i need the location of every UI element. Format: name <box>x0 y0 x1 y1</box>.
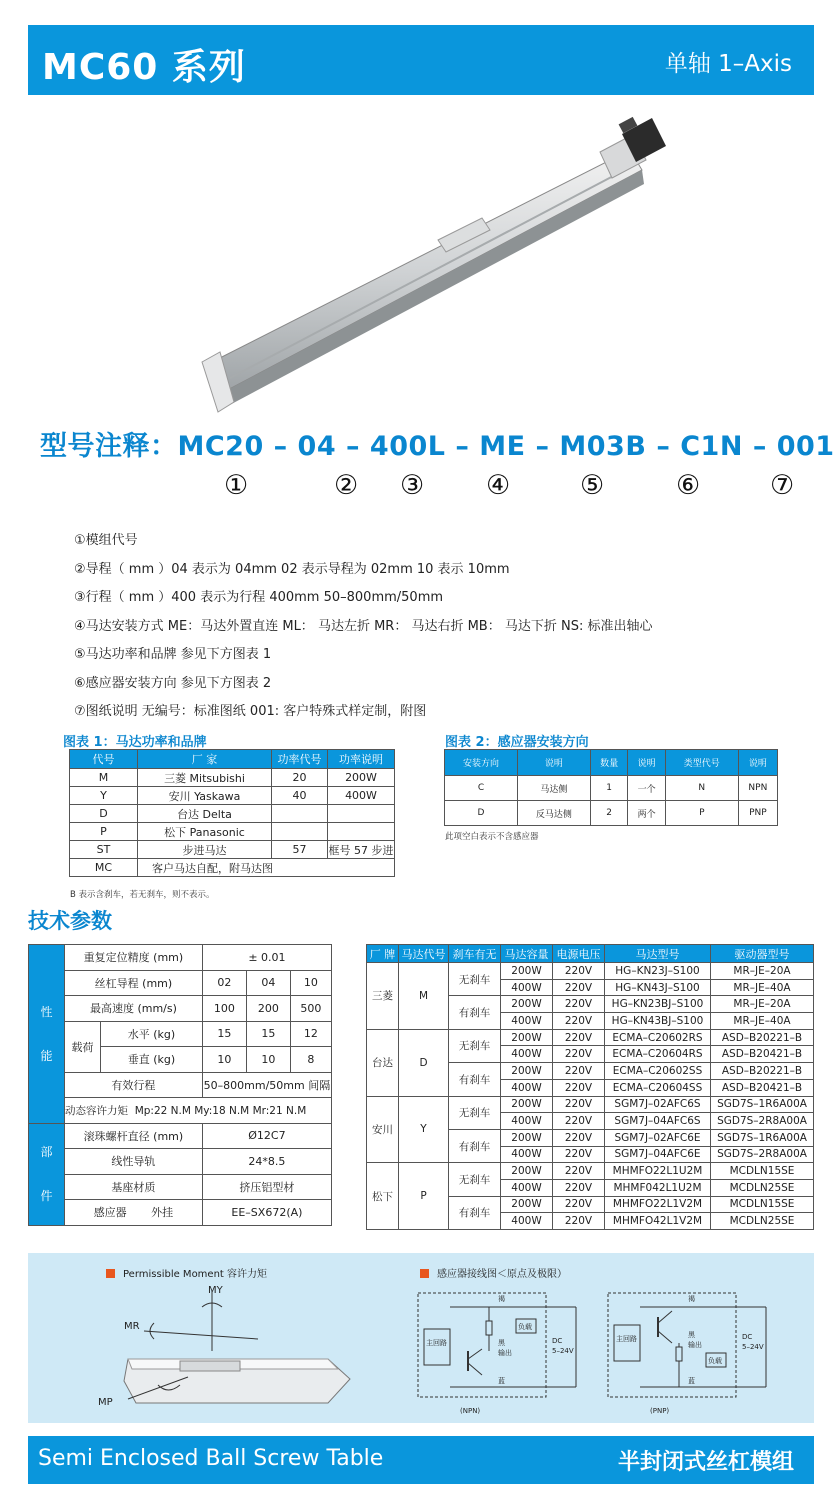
cell: 有刹车 <box>449 1196 501 1229</box>
cell: MR–JE–20A <box>711 963 814 980</box>
param-label: 水平 (kg) <box>101 1021 203 1047</box>
param-label: 载荷 <box>65 1021 101 1072</box>
cell: 台达 <box>367 1029 399 1096</box>
cell: 客户马达自配，附马达图 <box>138 859 395 877</box>
axis-subtitle: 单轴 1–Axis <box>664 51 792 77</box>
note-item: ④马达安装方式 ME：马达外置直连 ML： 马达左折 MR： 马达右折 MB： 马达下折 NS: 标准出轴心 <box>74 618 653 634</box>
cell: P <box>70 823 138 841</box>
param-value: 10 <box>246 1047 290 1073</box>
cell: M <box>399 963 449 1030</box>
cell: 两个 <box>628 801 665 826</box>
sensor-direction-table <box>444 749 778 826</box>
cell: MR–JE–40A <box>711 979 814 996</box>
param-label: 重复定位精度 (mm) <box>65 945 203 971</box>
cell <box>328 823 395 841</box>
cell: ECMA–C20602RS <box>605 1029 711 1046</box>
marker-5: ⑤ <box>580 470 605 501</box>
param-value: 8 <box>290 1047 331 1073</box>
brown-label: 褐 <box>498 1295 505 1303</box>
legend-square-icon <box>420 1269 429 1278</box>
cell: 无刹车 <box>449 1029 501 1062</box>
motor-brand-table <box>69 749 395 877</box>
moment-row <box>65 1098 332 1124</box>
table-row <box>445 776 778 801</box>
cell: 有刹车 <box>449 1129 501 1162</box>
cell: MCDLN25SE <box>711 1213 814 1230</box>
param-label: 垂直 (kg) <box>101 1047 203 1073</box>
cell: 200W <box>501 1163 553 1180</box>
cell: 一个 <box>628 776 665 801</box>
cell: 220V <box>553 1029 605 1046</box>
cell: 220V <box>553 1129 605 1146</box>
blue-label: 蓝 <box>498 1377 505 1385</box>
note-item: ⑦图纸说明 无编号：标准图纸 001: 客户特殊式样定制，附图 <box>74 704 427 719</box>
cell: 安川 Yaskawa <box>138 787 272 805</box>
param-label: 感应器 外挂 <box>65 1200 203 1226</box>
cell: P <box>399 1163 449 1230</box>
marker-2: ② <box>334 470 359 501</box>
moment-legend <box>106 1265 267 1280</box>
cell: M <box>70 769 138 787</box>
voltage-label: 5–24V <box>742 1343 764 1351</box>
my-label: MY <box>208 1285 223 1296</box>
cell: SGD7S–2R8A00A <box>711 1146 814 1163</box>
footer-chinese-title: 半封闭式丝杠模组 <box>617 1450 794 1475</box>
note-item: ②导程（ mm ）04 表示为 04mm 02 表示导程为 02mm 10 表示 10mm <box>74 561 510 577</box>
param-value: Mp:22 N.M My:18 N.M Mr:21 N.M <box>134 1104 307 1117</box>
cell: 220V <box>553 1063 605 1080</box>
mr-label: MR <box>124 1321 140 1332</box>
col-header: 说明 <box>738 750 777 776</box>
cell: 400W <box>501 1113 553 1130</box>
header-banner <box>28 25 814 95</box>
param-value: 24*8.5 <box>202 1149 331 1175</box>
param-label: 滚珠螺杆直径 (mm) <box>65 1123 203 1149</box>
cell: 57 <box>272 841 328 859</box>
black-label: 黑 <box>688 1331 695 1339</box>
cell: 400W <box>501 1046 553 1063</box>
cell: 200W <box>501 1096 553 1113</box>
series-title: MC60 系列 <box>42 47 246 88</box>
param-value: Ø12C7 <box>202 1123 331 1149</box>
output-label: 输出 <box>498 1349 512 1357</box>
product-image <box>190 112 670 422</box>
col-header: 功率说明 <box>328 750 395 769</box>
table-row <box>70 805 395 823</box>
cell: 220V <box>553 1146 605 1163</box>
table-row <box>367 963 814 980</box>
cell: 220V <box>553 1163 605 1180</box>
cell: SGM7J–04AFC6S <box>605 1113 711 1130</box>
model-notes <box>74 527 652 727</box>
col-header: 驱动器型号 <box>711 945 814 963</box>
param-value: 100 <box>202 996 246 1022</box>
cell: 400W <box>501 1213 553 1230</box>
marker-7: ⑦ <box>770 470 795 501</box>
col-header: 类型代号 <box>665 750 738 776</box>
load-label: 负载 <box>708 1357 722 1365</box>
cell: ASD–B20221–B <box>711 1029 814 1046</box>
cell: MCDLN15SE <box>711 1163 814 1180</box>
cell: D <box>399 1029 449 1096</box>
marker-4: ④ <box>486 470 511 501</box>
cell: MCDLN15SE <box>711 1196 814 1213</box>
param-value: 12 <box>290 1021 331 1047</box>
table-row <box>367 1029 814 1046</box>
cell: D <box>445 801 518 826</box>
black-label: 黑 <box>498 1339 505 1347</box>
col-header: 数量 <box>590 750 627 776</box>
cell: 220V <box>553 1096 605 1113</box>
cell <box>272 823 328 841</box>
col-header: 马达代号 <box>399 945 449 963</box>
table-row <box>70 787 395 805</box>
cell: 无刹车 <box>449 1163 501 1196</box>
cell: 220V <box>553 963 605 980</box>
dc-label: DC <box>742 1333 753 1341</box>
table-row <box>70 841 395 859</box>
footer-banner <box>28 1436 814 1484</box>
cell: 1 <box>590 776 627 801</box>
cell: 220V <box>553 1013 605 1030</box>
cell: HG–KN43J–S100 <box>605 979 711 996</box>
cell: 220V <box>553 996 605 1013</box>
cell: HG–KN23J–S100 <box>605 963 711 980</box>
cell: 220V <box>553 1213 605 1230</box>
col-header: 电源电压 <box>553 945 605 963</box>
marker-3: ③ <box>400 470 425 501</box>
cell: SGD7S–1R6A00A <box>711 1096 814 1113</box>
cell: MHMF042L1U2M <box>605 1179 711 1196</box>
cell: 400W <box>501 1079 553 1096</box>
table-row <box>445 801 778 826</box>
cell: 400W <box>328 787 395 805</box>
npn-label: (NPN) <box>460 1407 481 1415</box>
cell <box>272 805 328 823</box>
cell: 松下 <box>367 1163 399 1230</box>
cell: 三菱 <box>367 963 399 1030</box>
param-value: 200 <box>246 996 290 1022</box>
param-value: 10 <box>202 1047 246 1073</box>
cell: 220V <box>553 1079 605 1096</box>
param-value: 15 <box>202 1021 246 1047</box>
cell: 台达 Delta <box>138 805 272 823</box>
cell: MCDLN25SE <box>711 1179 814 1196</box>
main-circuit-label: 主回路 <box>616 1335 637 1343</box>
col-header: 代号 <box>70 750 138 769</box>
moment-legend-text: Permissible Moment 容许力矩 <box>123 1269 268 1280</box>
param-label: 有效行程 <box>65 1072 203 1098</box>
marker-6: ⑥ <box>676 470 701 501</box>
param-label: 线性导轨 <box>65 1149 203 1175</box>
diagram-panel <box>28 1253 814 1423</box>
moment-diagram <box>88 1281 388 1421</box>
cell <box>328 805 395 823</box>
cell: 220V <box>553 1196 605 1213</box>
param-label: 动态容许力矩 <box>65 1104 128 1117</box>
cell: 步进马达 <box>138 841 272 859</box>
cell: 三菱 Mitsubishi <box>138 769 272 787</box>
cell: ST <box>70 841 138 859</box>
table-row <box>70 859 395 877</box>
cell: 200W <box>501 1129 553 1146</box>
cell: 220V <box>553 1046 605 1063</box>
cell: 有刹车 <box>449 996 501 1029</box>
cell: ASD–B20421–B <box>711 1046 814 1063</box>
table1-title: 图表 1：马达功率和品牌 <box>63 735 207 750</box>
cell: Y <box>399 1096 449 1163</box>
cell: 200W <box>501 963 553 980</box>
cell: C <box>445 776 518 801</box>
param-value: EE–SX672(A) <box>202 1200 331 1226</box>
cell: ECMA–C20604RS <box>605 1046 711 1063</box>
param-value: 500 <box>290 996 331 1022</box>
cell: 400W <box>501 1013 553 1030</box>
cell: 200W <box>328 769 395 787</box>
param-value: 02 <box>202 970 246 996</box>
cell: MR–JE–40A <box>711 1013 814 1030</box>
cell: 2 <box>590 801 627 826</box>
cell: HG–KN43BJ–S100 <box>605 1013 711 1030</box>
cell: 200W <box>501 1063 553 1080</box>
cell: 反马达侧 <box>517 801 590 826</box>
blue-label: 蓝 <box>688 1377 695 1385</box>
load-label: 负载 <box>518 1323 532 1331</box>
motor-driver-table <box>366 944 814 1230</box>
cell: 框号 57 步进 <box>328 841 395 859</box>
note-item: ⑤马达功率和品牌 参见下方图表 1 <box>74 647 272 662</box>
cell: MHMFO42L1V2M <box>605 1213 711 1230</box>
table2-note: 此项空白表示不含感应器 <box>445 832 539 842</box>
table-row <box>70 769 395 787</box>
cell: 40 <box>272 787 328 805</box>
col-header: 刹车有无 <box>449 945 501 963</box>
pnp-label: (PNP) <box>650 1407 670 1415</box>
table-row <box>70 823 395 841</box>
table-row <box>367 1096 814 1113</box>
table1-note: B 表示含刹车，若无刹车，则不表示。 <box>70 890 215 900</box>
cell: 安川 <box>367 1096 399 1163</box>
note-item: ⑥感应器安装方向 参见下方图表 2 <box>74 675 272 691</box>
param-label: 最高速度 (mm/s) <box>65 996 203 1022</box>
side-label-parts: 部 件 <box>29 1123 65 1225</box>
cell: 无刹车 <box>449 963 501 996</box>
col-header: 说明 <box>628 750 665 776</box>
cell: 220V <box>553 979 605 996</box>
cell: SGM7J–02AFC6E <box>605 1129 711 1146</box>
marker-1: ① <box>224 470 249 501</box>
param-value: 15 <box>246 1021 290 1047</box>
dc-label: DC <box>552 1337 563 1345</box>
voltage-label: 5–24V <box>552 1347 574 1355</box>
model-code: 型号注释：MC20 – 04 – 400L – ME – M03B – C1N – 001 <box>40 431 835 462</box>
param-label: 丝杠导程 (mm) <box>65 970 203 996</box>
npn-wiring-diagram <box>416 1287 596 1417</box>
col-header: 马达型号 <box>605 945 711 963</box>
cell: 有刹车 <box>449 1063 501 1096</box>
table2-title: 图表 2：感应器安装方向 <box>445 735 589 750</box>
param-value: 10 <box>290 970 331 996</box>
cell: 220V <box>553 1113 605 1130</box>
cell: SGD7S–1R6A00A <box>711 1129 814 1146</box>
col-header: 安装方向 <box>445 750 518 776</box>
cell: 220V <box>553 1179 605 1196</box>
cell: SGM7J–04AFC6E <box>605 1146 711 1163</box>
cell: MR–JE–20A <box>711 996 814 1013</box>
col-header: 功率代号 <box>272 750 328 769</box>
tech-section-title: 技术参数 <box>28 909 112 933</box>
cell: 20 <box>272 769 328 787</box>
cell: 200W <box>501 1029 553 1046</box>
cell: 无刹车 <box>449 1096 501 1129</box>
param-value: 挤压铝型材 <box>202 1174 331 1200</box>
cell: 200W <box>501 996 553 1013</box>
cell: MHMFO22L1V2M <box>605 1196 711 1213</box>
col-header: 说明 <box>517 750 590 776</box>
col-header: 厂 家 <box>138 750 272 769</box>
cell: ASD–B20421–B <box>711 1079 814 1096</box>
sensor-legend-text: 感应器接线图＜原点及极限） <box>437 1269 567 1280</box>
cell: N <box>665 776 738 801</box>
cell: HG–KN23BJ–S100 <box>605 996 711 1013</box>
cell: ECMA–C20602SS <box>605 1063 711 1080</box>
cell: MHMFO22L1U2M <box>605 1163 711 1180</box>
cell: 200W <box>501 1196 553 1213</box>
cell: D <box>70 805 138 823</box>
col-header: 厂 牌 <box>367 945 399 963</box>
sensor-legend <box>420 1265 567 1280</box>
cell: SGM7J–02AFC6S <box>605 1096 711 1113</box>
cell: SGD7S–2R8A00A <box>711 1113 814 1130</box>
param-label: 基座材质 <box>65 1174 203 1200</box>
note-item: ③行程（ mm ）400 表示为行程 400mm 50–800mm/50mm <box>74 590 444 605</box>
legend-square-icon <box>106 1269 115 1278</box>
cell: 400W <box>501 1146 553 1163</box>
cell: 400W <box>501 979 553 996</box>
cell: PNP <box>738 801 777 826</box>
cell: MC <box>70 859 138 877</box>
cell: Y <box>70 787 138 805</box>
side-label-performance: 性 能 <box>29 945 65 1124</box>
footer-english-title: Semi Enclosed Ball Screw Table <box>38 1446 384 1471</box>
main-circuit-label: 主回路 <box>426 1339 447 1347</box>
mp-label: MP <box>98 1397 113 1408</box>
cell: ECMA–C20604SS <box>605 1079 711 1096</box>
cell: 马达侧 <box>517 776 590 801</box>
param-value: 04 <box>246 970 290 996</box>
output-label: 输出 <box>688 1341 702 1349</box>
pnp-wiring-diagram <box>606 1287 786 1417</box>
cell: 松下 Panasonic <box>138 823 272 841</box>
table-row <box>367 1163 814 1180</box>
cell: P <box>665 801 738 826</box>
brown-label: 褐 <box>688 1295 695 1303</box>
tech-params-table <box>28 944 332 1226</box>
cell: 400W <box>501 1179 553 1196</box>
col-header: 马达容量 <box>501 945 553 963</box>
cell: ASD–B20221–B <box>711 1063 814 1080</box>
note-item: ①模组代号 <box>74 533 138 548</box>
param-value: ± 0.01 <box>202 945 331 971</box>
param-value: 50–800mm/50mm 间隔 <box>202 1072 331 1098</box>
cell: NPN <box>738 776 777 801</box>
